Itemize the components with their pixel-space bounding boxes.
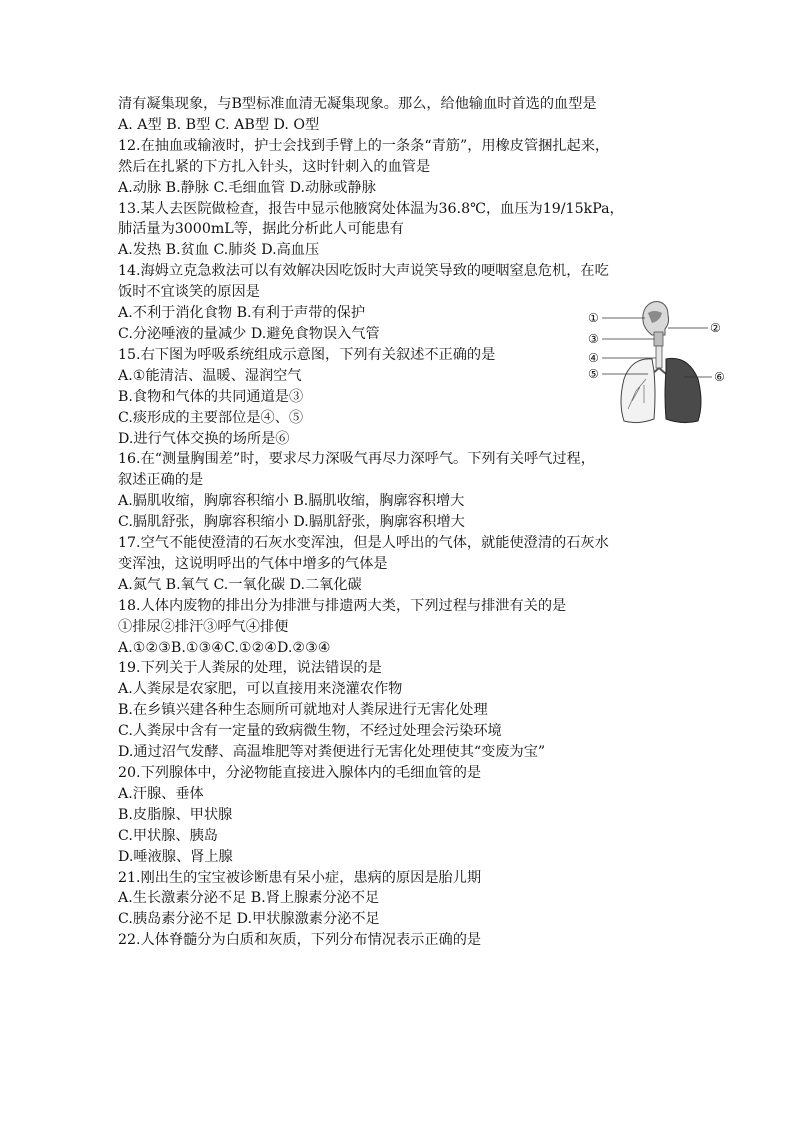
answer-options: A.氮气 B.氧气 C.一氧化碳 D.二氧化碳 xyxy=(118,576,362,593)
answer-options: A. A型 B. B型 C. AB型 D. O型 xyxy=(118,116,320,133)
question-16: 16.在“测量胸围差”时，要求尽力深吸气再尽力深呼气。下列有关呼气过程， xyxy=(118,451,595,468)
answer-option: A.①能清洁、温暖、湿润空气 xyxy=(118,367,302,384)
answer-options: C.分泌唾液的量减少 D.避免食物误入气管 xyxy=(118,325,380,342)
text-line: 然后在扎紧的下方扎入针头，这时针刺入的血管是 xyxy=(118,158,431,175)
text-line: 饭时不宜谈笑的原因是 xyxy=(118,284,260,301)
respiratory-system-diagram xyxy=(588,299,734,427)
question-18: 18.人体内废物的排出分为排泄与排遗两大类，下列过程与排泄有关的是 xyxy=(118,597,567,614)
document-body xyxy=(118,94,698,951)
text-line: 肺活量为3000mL等，据此分析此人可能患有 xyxy=(118,221,404,238)
label-1: ① xyxy=(588,311,599,325)
text-line: 叙述正确的是 xyxy=(118,472,204,489)
answer-option: C.甲状腺、胰岛 xyxy=(118,827,218,844)
text-line: 变浑浊，这说明呼出的气体中增多的气体是 xyxy=(118,555,388,572)
question-14: 14.海姆立克急救法可以有效解决因吃饭时大声说笑导致的哽咽窒息危机，在吃 xyxy=(118,263,609,280)
answer-option: C.痰形成的主要部位是④、⑤ xyxy=(118,409,304,426)
answer-option: B.食物和气体的共同通道是③ xyxy=(118,388,304,405)
question-21: 21.刚出生的宝宝被诊断患有呆小症，患病的原因是胎儿期 xyxy=(118,869,482,886)
question-20: 20.下列腺体中，分泌物能直接进入腺体内的毛细血管的是 xyxy=(118,765,482,781)
answer-options: A.发热 B.贫血 C.肺炎 D.高血压 xyxy=(118,242,320,259)
label-6: ⑥ xyxy=(714,370,725,384)
question-22: 22.人体脊髓分为白质和灰质，下列分布情况表示正确的是 xyxy=(118,932,482,949)
answer-options: C.胰岛素分泌不足 D.甲状腺激素分泌不足 xyxy=(118,911,380,928)
question-12: 12.在抽血或输液时，护士会找到手臂上的一条条“青筋”，用橡皮管捆扎起来， xyxy=(118,137,610,154)
text-line: ①排尿②排汗③呼气④排便 xyxy=(118,618,289,635)
answer-option: D.通过沼气发酵、高温堆肥等对粪便进行无害化处理使其“变废为宝” xyxy=(118,744,546,761)
label-3: ③ xyxy=(588,332,599,346)
answer-options: A.不利于消化食物 B.有利于声带的保护 xyxy=(118,305,366,322)
question-17: 17.空气不能使澄清的石灰水变浑浊，但是人呼出的气体，就能使澄清的石灰水 xyxy=(118,535,609,552)
answer-option: D.唾液腺、肾上腺 xyxy=(118,848,233,865)
answer-options: A.动脉 B.静脉 C.毛细血管 D.动脉或静脉 xyxy=(118,179,376,196)
answer-option: B.皮脂腺、甲状腺 xyxy=(118,806,233,823)
label-5: ⑤ xyxy=(588,367,599,381)
respiratory-system-illustration xyxy=(588,299,734,427)
answer-options: A.生长激素分泌不足 B.肾上腺素分泌不足 xyxy=(118,890,380,907)
answer-option: D.进行气体交换的场所是⑥ xyxy=(118,430,290,447)
answer-option: B.在乡镇兴建各种生态厕所可就地对人粪尿进行无害化处理 xyxy=(118,702,488,719)
label-2: ② xyxy=(710,321,721,335)
question-13: 13.某人去医院做检查，报告中显示他腋窝处体温为36.8℃，血压为19/15kPa， xyxy=(118,200,624,217)
answer-option: A.人粪尿是农家肥，可以直接用来浇灌农作物 xyxy=(118,681,403,698)
answer-options: A.①②③B.①③④C.①②④D.②③④ xyxy=(118,639,331,656)
question-15: 15.右下图为呼吸系统组成示意图，下列有关叙述不正确的是 xyxy=(118,346,496,363)
answer-options: C.膈肌舒张，胸廓容积缩小 D.膈肌舒张，胸廓容积增大 xyxy=(118,514,465,531)
question-19: 19.下列关于人粪尿的处理，说法错误的是 xyxy=(118,660,382,677)
answer-option: C.人粪尿中含有一定量的致病微生物，不经过处理会污染环境 xyxy=(118,723,502,740)
answer-options: A.膈肌收缩，胸廓容积缩小 B.膈肌收缩，胸廓容积增大 xyxy=(118,493,465,510)
text-line: 清有凝集现象，与B型标准血清无凝集现象。那么，给他输血时首选的血型是 xyxy=(118,96,597,112)
answer-option: A.汗腺、垂体 xyxy=(118,785,204,802)
label-4: ④ xyxy=(588,351,599,365)
